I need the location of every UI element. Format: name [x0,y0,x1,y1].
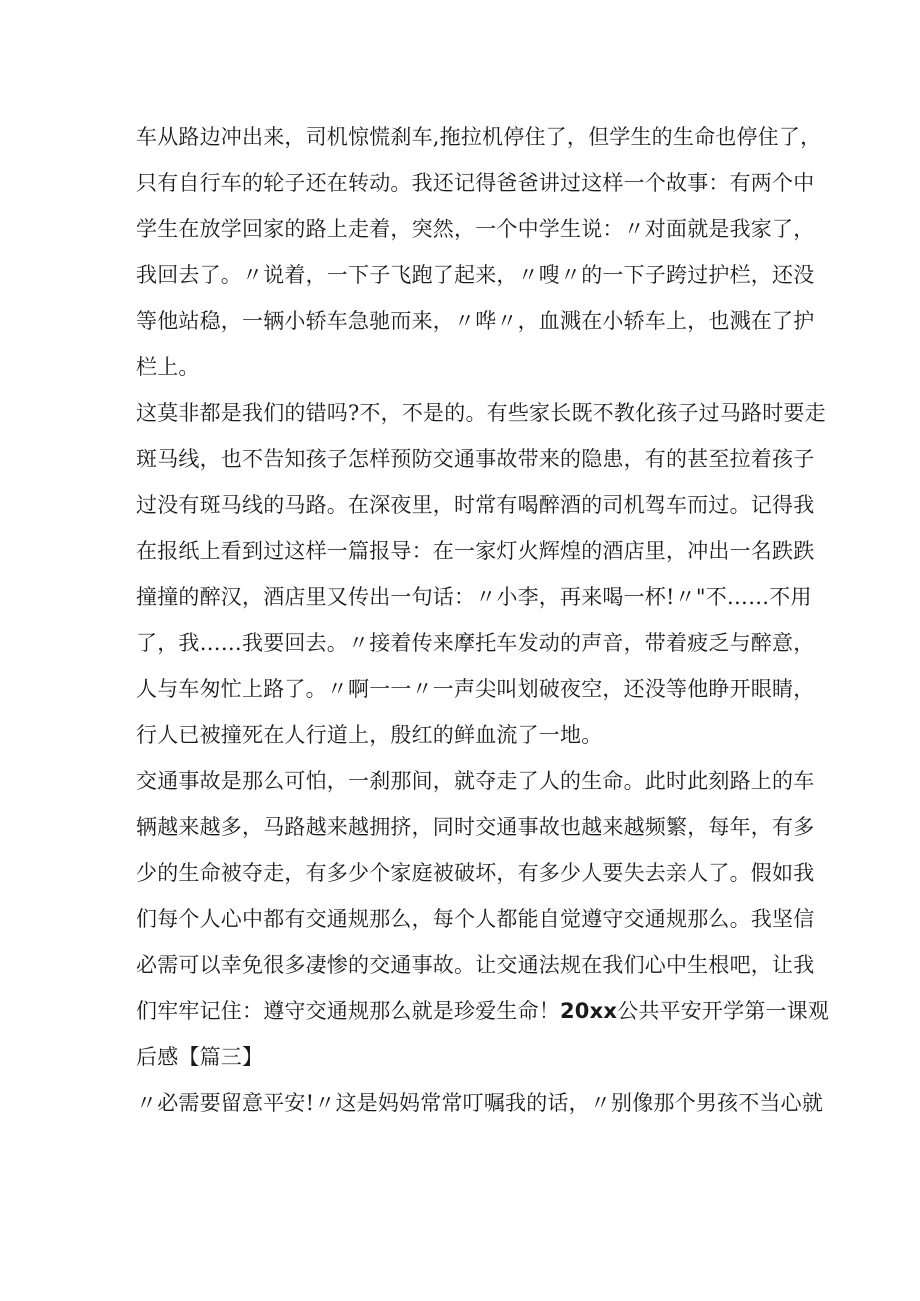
text-line-with-title-start [136,988,830,1034]
text-line: 〃必需要留意平安!〃这是妈妈常常叮嘱我的话，〃别像那个男孩不当心就 [136,1091,824,1115]
text-segment: 公共平安开学第一课观 [617,999,830,1023]
text-line: 斑马线，也不告知孩子怎样预防交通事故带来的隐患，有的甚至拉着孩子 [136,447,815,471]
text-line: 撞撞的醉汉，酒店里又传出一句话：〃小李，再来喝一杯!〃"不……不用 [136,585,812,609]
text-line: 过没有斑马线的马路。在深夜里，时常有喝醉酒的司机驾车而过。记得我 [136,493,815,517]
section-heading-line: 后感【篇三】 [136,1045,264,1069]
text-line: 了，我……我要回去。〃接着传来摩托车发动的声音，带着疲乏与醉意， [136,631,815,655]
text-line: 车从路边冲出来，司机惊慌刹车,拖拉机停住了，但学生的生命也停住了， [136,125,822,149]
text-line: 我回去了。〃说着，一下子飞跑了起来，〃嗖〃的一下子跨过护栏，还没 [136,263,815,287]
text-line: 在报纸上看到过这样一篇报导：在一家灯火辉煌的酒店里，冲出一名跌跌 [136,539,815,563]
text-line: 等他站稳，一辆小轿车急驰而来，〃哗〃，血溅在小轿车上，也溅在了护 [136,309,815,333]
text-line: 们每个人心中都有交通规那么，每个人都能自觉遵守交通规那么。我坚信 [136,907,815,931]
text-line: 行人已被撞死在人行道上，殷红的鲜血流了一地。 [136,723,603,747]
text-line: 必需可以幸免很多凄惨的交通事故。让交通法规在我们心中生根吧，让我 [136,953,815,977]
text-line: 交通事故是那么可怕，一刹那间，就夺走了人的生命。此时此刻路上的车 [136,769,815,793]
text-line: 栏上。 [136,355,200,379]
text-segment: 们牢牢记住：遵守交通规那么就是珍爱生命！ [136,999,560,1023]
text-line: 这莫非都是我们的错吗?不，不是的。有些家长既不教化孩子过马路时要走 [136,401,826,425]
text-line: 人与车匆忙上路了。〃啊一一〃一声尖叫划破夜空，还没等他睁开眼睛， [136,677,815,701]
text-line: 少的生命被夺走，有多少个家庭被破坏，有多少人要失去亲人了。假如我 [136,861,815,885]
year-placeholder: 20xx [560,999,618,1023]
text-line: 学生在放学回家的路上走着，突然，一个中学生说：〃对面就是我家了， [136,217,815,241]
text-line: 只有自行车的轮子还在转动。我还记得爸爸讲过这样一个故事：有两个中 [136,171,815,195]
essay-body [136,114,830,1126]
text-line: 辆越来越多，马路越来越拥挤，同时交通事故也越来越频繁，每年，有多 [136,815,815,839]
